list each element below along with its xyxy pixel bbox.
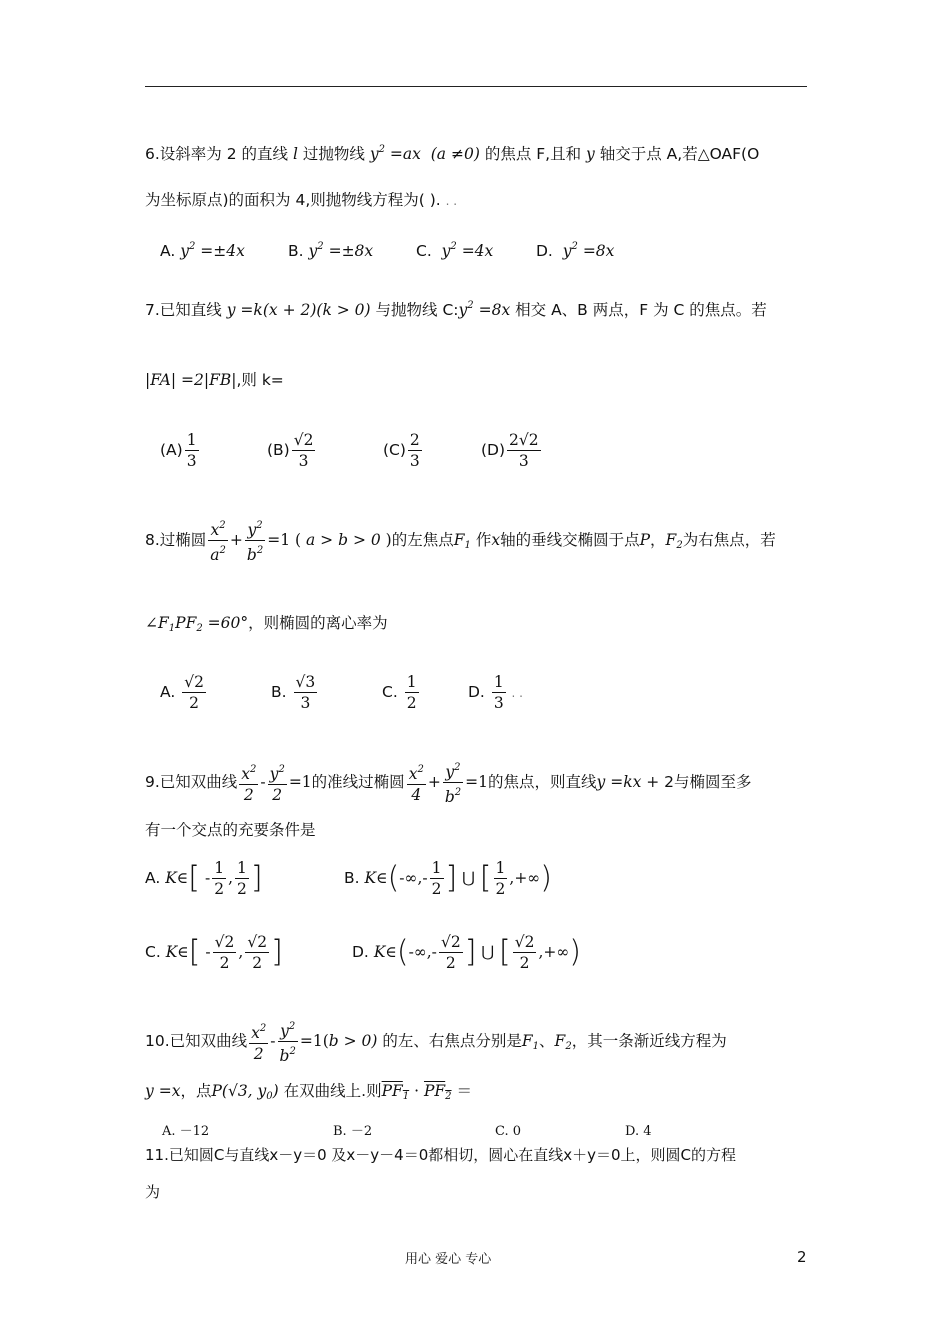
q10-opt-d: D. 4: [625, 1124, 652, 1139]
q9-opt-a-label: A.: [145, 869, 161, 887]
q6-l: l: [292, 145, 298, 163]
q8-angle: $\angle F_1PF_2 =60^\circ$: [145, 614, 249, 634]
q8-text-d: 轴的垂线交椭圆于点: [500, 531, 640, 549]
footer-text: 用心 爱心 专心: [405, 1252, 492, 1267]
q7-text-d: ,则 k=: [236, 371, 284, 389]
q6-option-c: C. $y^2 =4x$: [416, 241, 494, 260]
q6-option-b: B. $y^2 =\pm 8x$: [288, 241, 374, 260]
q9-opt-c-label: C.: [145, 943, 161, 961]
q7-line2: [145, 370, 284, 390]
q9-text-d: 与椭圆至多: [674, 773, 752, 791]
q6-y: y: [586, 145, 595, 163]
q7-option-b: (B) $\frac{√2}{3}$: [267, 431, 314, 470]
q6-line1: [145, 140, 759, 164]
q7-opt-a-label: (A): [160, 441, 183, 459]
q8-opt-b-label: B.: [271, 683, 287, 701]
q7-opt-c-label: (C): [383, 441, 406, 459]
q10-options: [162, 1120, 652, 1142]
q10-text-d: ，点: [180, 1082, 212, 1100]
q9-opt-d-label: D.: [352, 943, 369, 961]
q9-option-a: A. K∈[ - $\frac{1}{2}$ , $\frac{1}{2}$ ]: [145, 859, 263, 898]
q10-opt-c: C. 0: [495, 1124, 522, 1139]
q10-line2: y =x，点P(√3, $y_0$) 在双曲线上.则$PF_1 \cdot PF_2$ ＝: [145, 1082, 472, 1102]
q11-text-b: 为: [145, 1183, 161, 1201]
q6-opt-b-label: B.: [288, 242, 304, 260]
q6-option-d: D. $y^2 =8x$: [536, 241, 615, 260]
q9-option-c: C. K∈[ - $\frac{√2}{2}$ , $\frac{√2}{2}$ ]: [145, 933, 283, 972]
q8-text-f: ，则椭圆的离心率为: [248, 614, 388, 632]
q7-text-c: 相交 A、B 两点，F 为 C 的焦点。若: [515, 301, 767, 319]
q6-opt-c-label: C.: [416, 242, 432, 260]
q6-option-a: A. $y^2 =\pm 4x$: [160, 241, 245, 260]
q7-option-a: (A) $\frac{1}{3}$: [160, 431, 197, 470]
q6-text-b: 过抛物线: [302, 145, 365, 163]
q9-opt-b-label: B.: [344, 869, 360, 887]
q8-line2: [145, 613, 388, 639]
q8-text-b: 的左焦点: [391, 531, 454, 549]
q9-text-c: 的焦点，则直线: [487, 773, 597, 791]
q10-text-a: 10.已知双曲线: [145, 1032, 248, 1050]
q9-option-b: B. K∈(-∞,- $\frac{1}{2}$ ] ⋃ [ $\frac{1}{2}$ ,+∞): [344, 859, 552, 898]
q7-option-c: (C) $\frac{2}{3}$: [383, 431, 420, 470]
q10-opt-a: A. －12: [162, 1124, 210, 1139]
q8-opt-a-label: A.: [160, 683, 176, 701]
q7-opt-b-label: (B): [267, 441, 290, 459]
q7-text-a: 7.已知直线: [145, 301, 222, 319]
q8-option-c: C. $\frac{1}{2}$: [382, 673, 417, 712]
q8-line1: 8.过椭圆 $\frac{x^2}{a^2}$ + $\frac{y^2}{b^2}$ =1 ( a > b > 0 )的左焦点$F_1$ 作x轴的垂线交椭圆于点P，$F_2$为右焦点，若: [145, 516, 776, 565]
q9-text-a: 9.已知双曲线: [145, 773, 238, 791]
q7-abs-eq: |FA| =2|FB|: [145, 371, 237, 389]
q9-text-b: 的准线过椭圆: [311, 773, 405, 791]
q7-parabola: $y^2 =8x$: [458, 300, 511, 319]
q7-line1: [145, 296, 767, 320]
q8-option-a: A. $\frac{√2}{2}$: [160, 673, 204, 712]
header-rule: [145, 86, 807, 87]
q9-line1: 9.已知双曲线 $\frac{x^2}{2}$ - $\frac{y^2}{2}$ =1的准线过椭圆 $\frac{x^2}{4}$ + $\frac{y^2}{b^2}$ =1的焦点，则直线y =kx + 2与椭圆至多: [145, 758, 752, 807]
q9-text-e: 有一个交点的充要条件是: [145, 821, 316, 839]
q9-option-d: D. K∈(-∞,- $\frac{√2}{2}$ ] ⋃ [ $\frac{√2}{2}$ ,+∞): [352, 933, 581, 972]
q7-opt-d-label: (D): [481, 441, 506, 459]
q9-line2: [145, 820, 316, 840]
q8-text-e: 为右焦点，若: [682, 531, 776, 549]
q7-text-b: 与抛物线 C:: [375, 301, 459, 319]
q8-option-b: B. $\frac{√3}{3}$: [271, 673, 316, 712]
q10-text-e: 在双曲线上.则: [283, 1082, 382, 1100]
q11-text-a: 11.已知圆C与直线x－y＝0 及x－y－4＝0都相切，圆心在直线x＋y＝0上，则圆C的方程: [145, 1146, 737, 1164]
q8-text-a: 8.过椭圆: [145, 531, 207, 549]
q7-option-d: (D) $\frac{2√2}{3}$: [481, 431, 539, 470]
q6-text-a: 6.设斜率为 2 的直线: [145, 145, 289, 163]
q7-line-eq: y =k(x + 2)(k > 0): [226, 301, 371, 319]
q11-line1: [145, 1145, 736, 1165]
q6-opt-a-label: A.: [160, 242, 176, 260]
page-number: 2: [797, 1248, 807, 1266]
q6-text-e: 为坐标原点)的面积为 4,则抛物线方程为( ).: [145, 191, 441, 209]
q6-text-d: 轴交于点 A,若△OAF(O: [599, 145, 760, 163]
q10-text-b: 的左、右焦点分别是: [382, 1032, 522, 1050]
q6-text-c: 的焦点 F,且和: [484, 145, 582, 163]
q6-parabola: $y^2 =ax$ (a ≠0): [369, 144, 480, 163]
q10-text-c: ，其一条渐近线方程为: [571, 1032, 727, 1050]
q8-text-c: 作: [475, 531, 492, 549]
q8-opt-c-label: C.: [382, 683, 398, 701]
q10-line1: 10.已知双曲线 $\frac{x^2}{2}$ - $\frac{y^2}{b^2}$ =1(b > 0) 的左、右焦点分别是$F_1$、$F_2$，其一条渐近线方程为: [145, 1017, 727, 1066]
q8-option-d: D. $\frac{1}{3}$ . .: [468, 673, 523, 712]
q6-opt-d-label: D.: [536, 242, 553, 260]
q10-opt-b: B. －2: [333, 1124, 373, 1139]
q6-line2: 为坐标原点)的面积为 4,则抛物线方程为( ). . .: [145, 191, 458, 209]
q11-line2: [145, 1182, 160, 1202]
q8-opt-d-label: D.: [468, 683, 485, 701]
